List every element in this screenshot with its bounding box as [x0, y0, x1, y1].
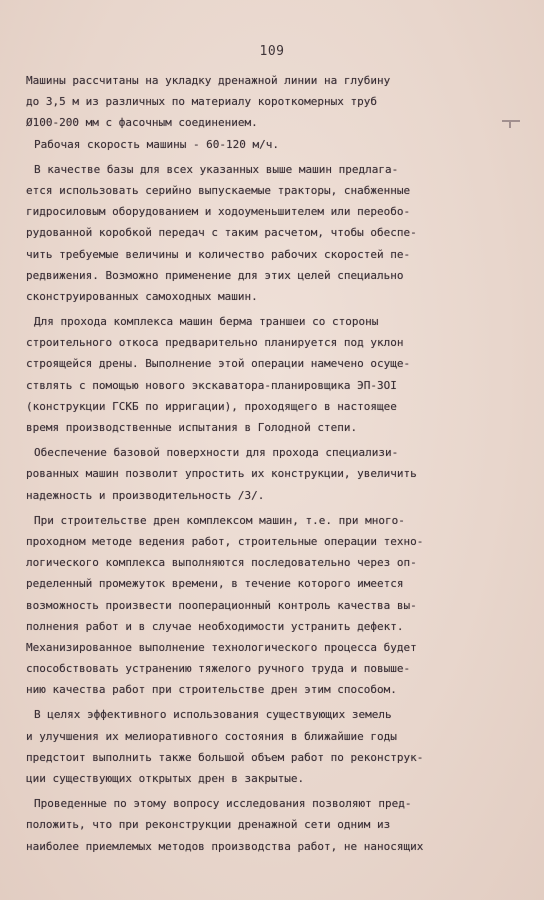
text-line: чить требуемые величины и количество рабочих скоростей пе-	[26, 247, 411, 261]
text-line: ствлять с помощью нового экскаватора-планировщика ЭП-3ОI	[26, 378, 397, 392]
text-line: надежность и производительность /3/.	[26, 488, 265, 502]
paragraph	[26, 311, 492, 438]
text-line: сконструированных самоходных машин.	[26, 289, 258, 303]
text-line: предстоит выполнить также большой объем работ по реконструк-	[26, 750, 424, 764]
text-line: Для прохода комплекса машин берма траншеи со стороны	[34, 315, 379, 329]
text-line: ределенный промежуток времени, в течение которого имеется	[26, 577, 404, 591]
text-line: наиболее приемлемых методов производства работ, не наносящих	[26, 839, 424, 853]
text-line: положить, что при реконструкции дренажной сети одним из	[26, 818, 391, 832]
text-line: В качестве базы для всех указанных выше машин предлага-	[34, 162, 399, 176]
text-line: ется использовать серийно выпускаемые тракторы, снабженные	[26, 183, 411, 197]
text-line: Механизированное выполнение технологического процесса будет	[26, 640, 417, 654]
body-text	[26, 70, 492, 857]
text-line: логического комплекса выполняются последовательно через оп-	[26, 556, 417, 570]
text-line: (конструкции ГСКБ по ирригации), проходящего в настоящее	[26, 399, 397, 413]
text-line: до 3,5 м из различных по материалу короткомерных труб	[26, 95, 377, 109]
paragraph	[26, 793, 492, 857]
paragraph	[26, 159, 492, 307]
paragraph	[26, 134, 492, 155]
text-line: возможность произвести пооперационный контроль качества вы-	[26, 598, 417, 612]
text-line: Обеспечение базовой поверхности для прохода специализи-	[34, 446, 399, 460]
text-line: нию качества работ при строительстве дрен этим способом.	[26, 683, 397, 697]
page-number: 109	[259, 44, 285, 59]
text-line: Проведенные по этому вопросу исследования позволяют пред-	[34, 797, 412, 811]
text-line: способствовать устранению тяжелого ручного труда и повыше-	[26, 662, 411, 676]
text-line: Ø100-200 мм с фасочным соединением.	[26, 116, 258, 130]
text-line: рованных машин позволит упростить их конструкции, увеличить	[26, 467, 417, 481]
text-line: ции существующих открытых дрен в закрытые.	[26, 772, 305, 785]
text-line: В целях эффективного использования существующих земель	[34, 708, 392, 722]
text-line: и улучшения их мелиоративного состояния в ближайшие годы	[26, 729, 397, 743]
text-line: Машины рассчитаны на укладку дренажной линии на глубину	[26, 74, 391, 87]
text-line: полнения работ и в случае необходимости устранить дефект.	[26, 619, 404, 633]
text-line: строящейся дрены. Выполнение этой операции намечено осуще-	[26, 357, 411, 371]
text-line: Рабочая скорость машины - 60-120 м/ч.	[34, 137, 280, 151]
text-line: При строительстве дрен комплексом машин, т.е. при много-	[34, 513, 405, 527]
paragraph	[26, 442, 492, 506]
paragraph	[26, 704, 492, 789]
text-line: рудованной коробкой передач с таким расчетом, чтобы обеспе-	[26, 226, 417, 240]
margin-mark	[502, 120, 520, 122]
text-line: проходном методе ведения работ, строительные операции техно-	[26, 534, 424, 548]
text-line: редвижения. Возможно применение для этих целей специально	[26, 268, 404, 282]
paragraph	[26, 70, 492, 134]
text-line: гидросиловым оборудованием и ходоуменьшителем или переобо-	[26, 205, 411, 219]
paragraph	[26, 510, 492, 701]
text-line: время производственные испытания в Голодной степи.	[26, 421, 358, 434]
text-line: строительного откоса предварительно планируется под уклон	[26, 336, 404, 350]
